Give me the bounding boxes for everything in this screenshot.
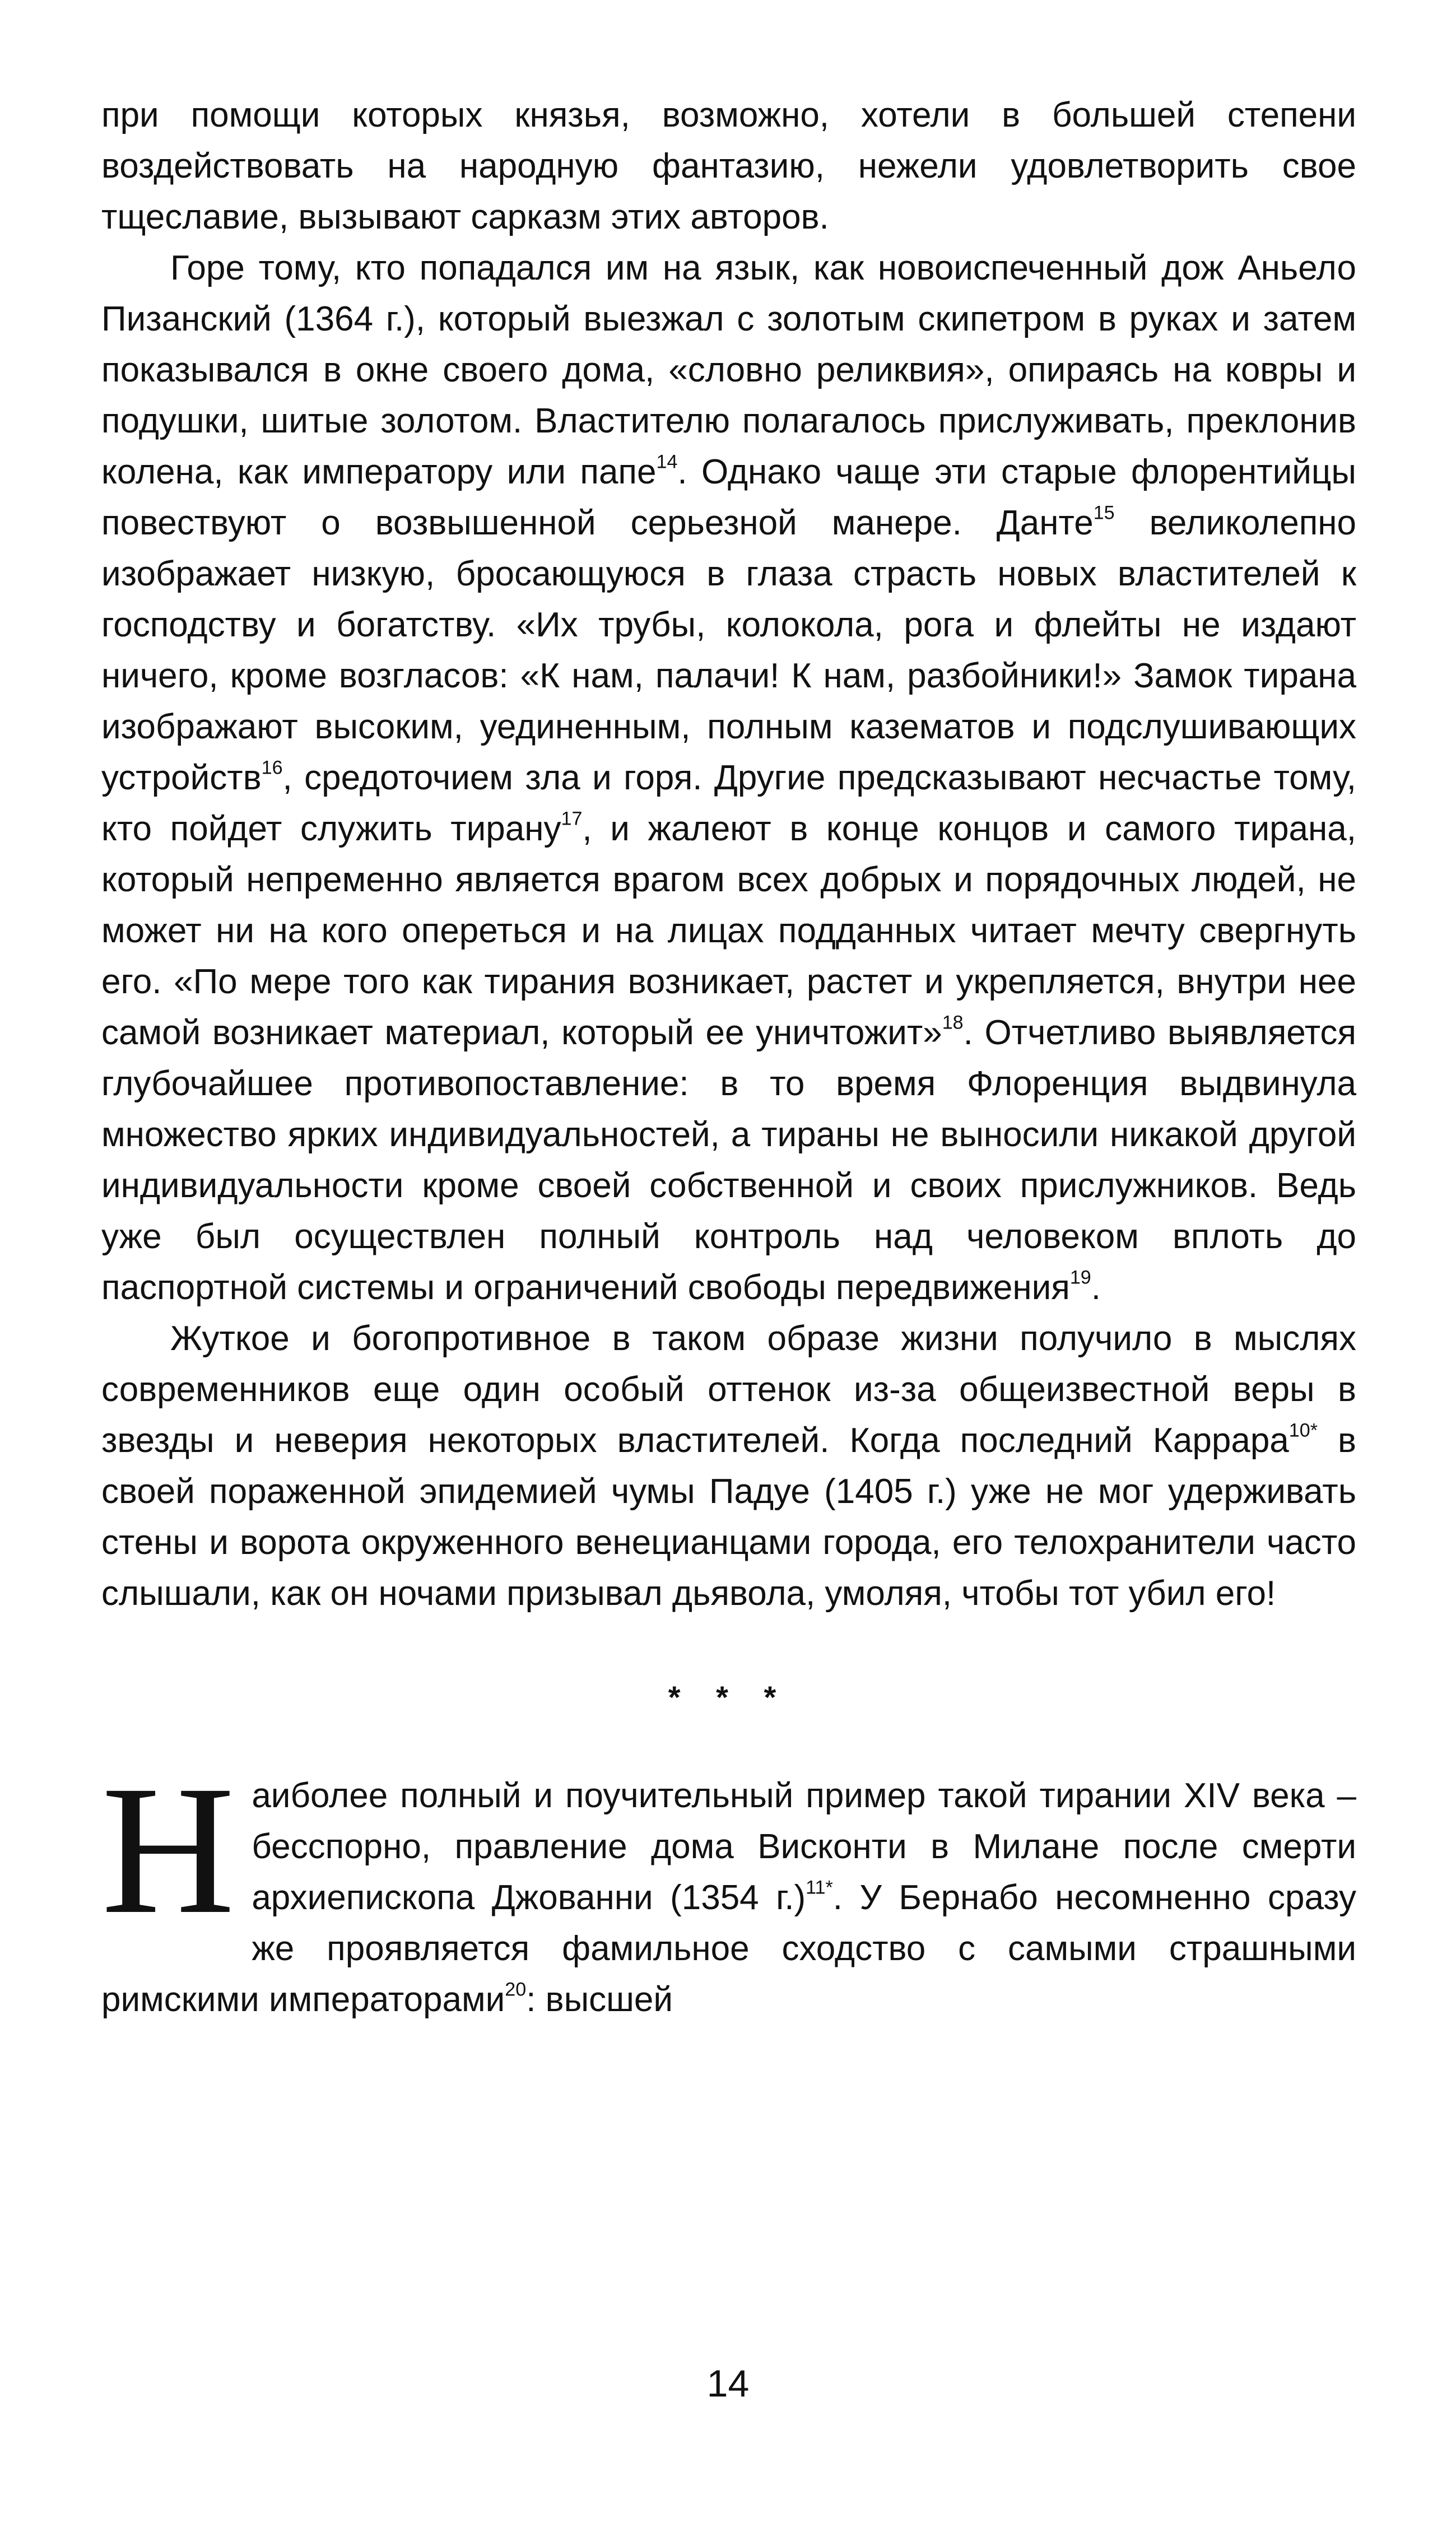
paragraph-1 [101, 90, 1356, 243]
footnote-ref[interactable]: 19 [1069, 1267, 1091, 1288]
drop-cap: Н [101, 1748, 235, 1952]
section-separator: * * * [668, 1679, 790, 1715]
paragraph-3-text: в своей пораженной эпидемией чумы Падуе (1405 г.) уже не мог удерживать стены и ворота окруженного венецианцами города, его телохранители часто слышали, как он ночами призывал дьявола, умоляя, чтобы тот убил его! [101, 1421, 1356, 1613]
page-body [101, 90, 1356, 2025]
paragraph-2-text: . Однако чаще эти старые флорентийцы повествуют о возвышенной серьезной манере. Данте [101, 453, 1356, 542]
footnote-ref[interactable]: 17 [561, 808, 583, 830]
paragraph-2-text: Горе тому, кто попадался им на язык, как новоиспеченный дож Аньело Пизанский (1364 г.), который выезжал с золотым скипетром в руках и затем показывался в окне своего дома, «словно реликвия», опираясь на ковры и подушки, шитые золотом. Властителю полагалось прислуживать, преклонив колена, как императору или папе [101, 249, 1356, 491]
footnote-ref[interactable]: 11* [806, 1877, 833, 1898]
paragraph-3 [101, 1313, 1356, 1619]
paragraph-2 [101, 243, 1356, 1313]
paragraph-4-text: аиболее полный и поучительный пример такой тирании XIV века – бесспорно, правление дома Висконти в Милане после смерти архиепископа Джованни (1354 г.) [252, 1776, 1356, 1917]
paragraph-3-text: Жуткое и богопротивное в таком образе жизни получило в мыслях современников еще один особый оттенок из-за общеизвестной веры в звезды и неверия некоторых властителей. Когда последний Каррара [101, 1319, 1356, 1460]
footnote-ref[interactable]: 10* [1288, 1420, 1318, 1441]
paragraph-2-text: . [1091, 1268, 1101, 1307]
paragraph-4-text: . У Бернабо несомненно сразу же проявляется фамильное сходство с самыми страшными римскими императорами [101, 1878, 1357, 2019]
paragraph-4-text: : высшей [526, 1980, 673, 2019]
footnote-ref[interactable]: 20 [505, 1979, 527, 2000]
footnote-ref[interactable]: 15 [1093, 502, 1115, 524]
paragraph-2-text: , средоточием зла и горя. Другие предсказывают несчастье тому, кто пойдет служить тирану [101, 759, 1356, 848]
footnote-ref[interactable]: 16 [261, 757, 283, 779]
paragraph-2-text: великолепно изображает низкую, бросающуюся в глаза страсть новых властителей к господству и богатству. «Их трубы, колокола, рога и флейты не издают ничего, кроме возгласов: «К нам, палачи! К нам, разбойники!» Замок тирана изображают высоким, уединенным, полным казематов и подслушивающих устройств [101, 504, 1356, 797]
paragraph-4 [101, 1748, 1357, 2025]
paragraph-2-text: . Отчетливо выявляется глубочайшее противопоставление: в то время Флоренция выдвинула множество ярких индивидуальностей, а тираны не выносили никакой другой индивидуальности кроме своей собственной и своих прислужников. Ведь уже был осуществлен полный контроль над человеком вплоть до паспортной системы и ограничений свободы передвижения [101, 1013, 1356, 1307]
footnote-ref[interactable]: 18 [942, 1012, 964, 1034]
paragraph-2-text: , и жалеют в конце концов и самого тирана, который непременно является врагом всех добрых и порядочных людей, не может ни на кого опереться и на лицах подданных читает мечту свергнуть его. «По мере того как тирания возникает, растет и укрепляется, внутри нее самой возникает материал, который ее уничтожит» [101, 809, 1356, 1052]
page-number: 14 [706, 2362, 750, 2405]
paragraph-1-text: при помощи которых князья, возможно, хотели в большей степени воздействовать на народную фантазию, нежели удовлетворить свое тщеславие, вызывают сарказм этих авторов. [101, 96, 1356, 236]
footnote-ref[interactable]: 14 [656, 451, 678, 473]
